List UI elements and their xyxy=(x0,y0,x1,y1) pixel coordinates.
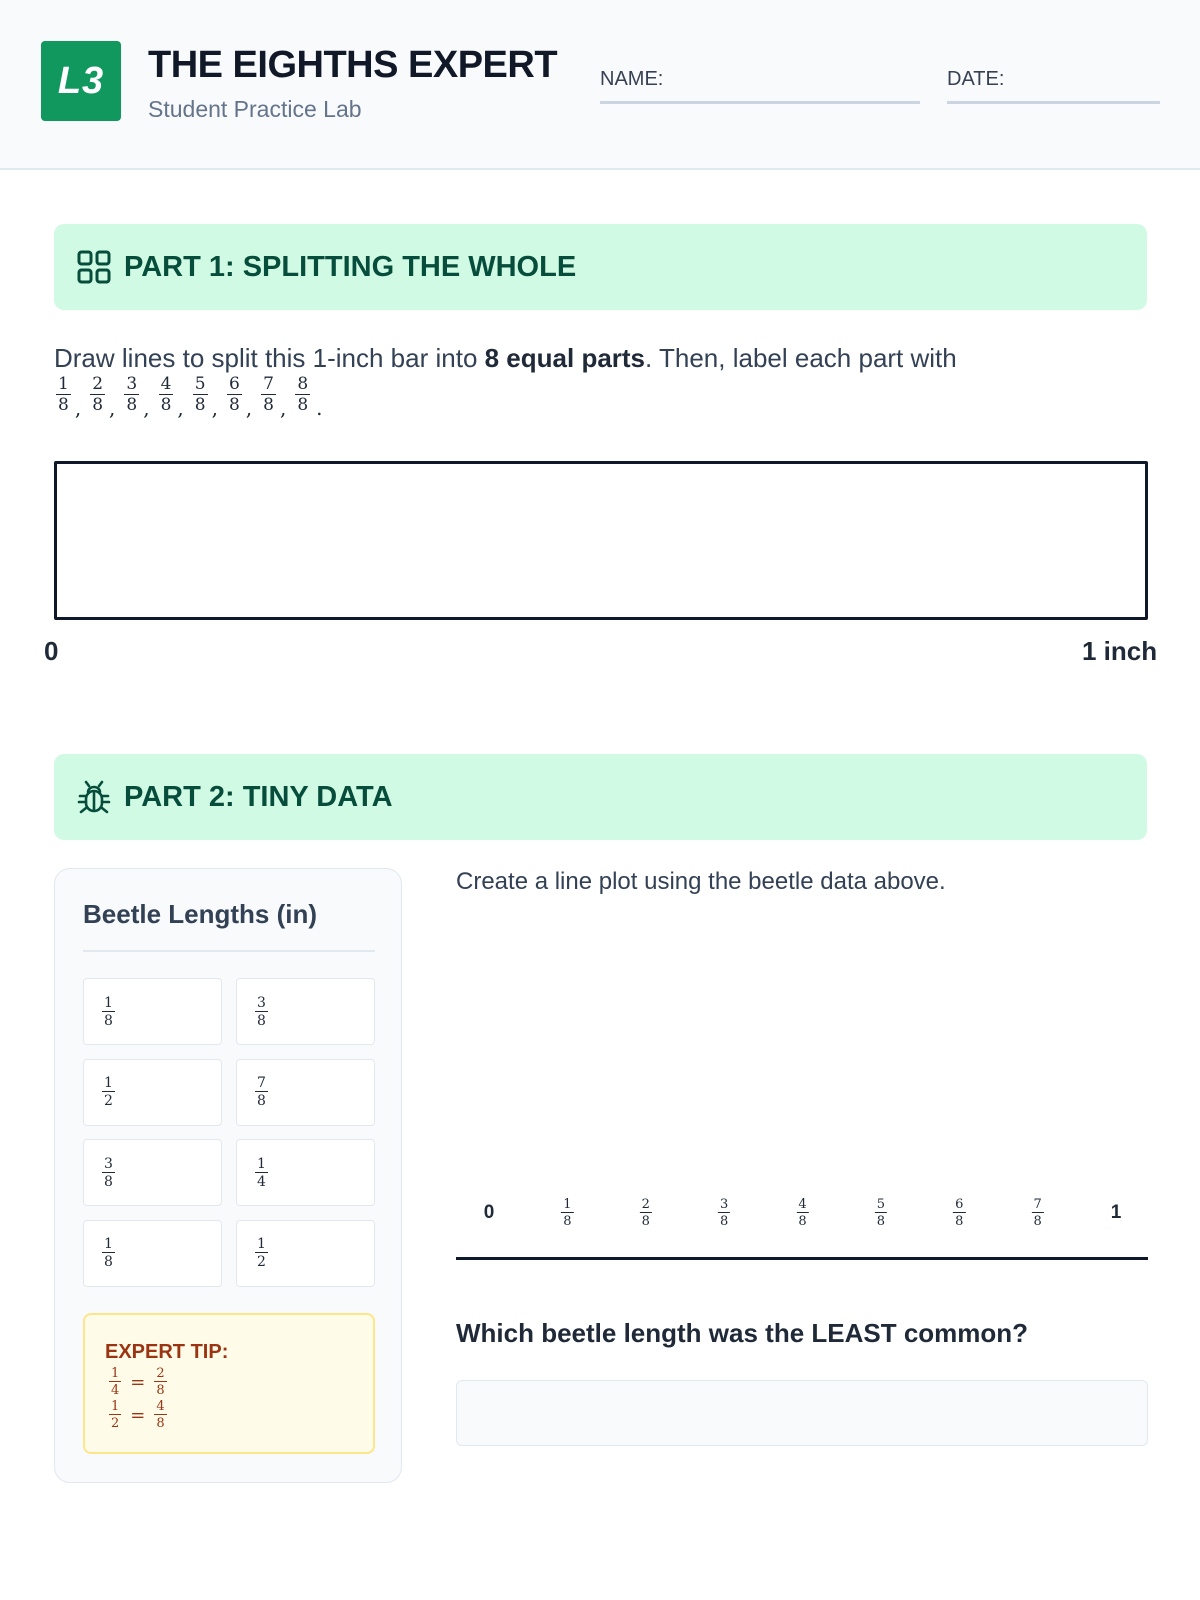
separator: , xyxy=(211,396,218,420)
beetle-length-value: 1 8 xyxy=(104,994,113,1029)
label-fraction: 4 8 xyxy=(160,374,172,415)
separator: , xyxy=(109,396,116,420)
part2-banner xyxy=(54,754,1147,840)
divider xyxy=(83,950,375,952)
label-fraction: 8 8 xyxy=(297,374,309,415)
beetle-data-card xyxy=(54,868,402,1483)
beetle-length-value: 1 4 xyxy=(257,1155,266,1190)
plot-tick-label xyxy=(718,1198,730,1228)
beetle-length-cell xyxy=(236,978,375,1045)
number-line xyxy=(456,1257,1148,1260)
plot-tick-label xyxy=(561,1198,573,1228)
beetle-length-value: 7 8 xyxy=(257,1075,266,1109)
plot-tick-fraction: 6 8 xyxy=(955,1197,964,1229)
date-field[interactable] xyxy=(947,68,1160,104)
beetle-table-title: Beetle Lengths (in) xyxy=(83,899,318,929)
tip-fraction: $\frac{4}{8}$ xyxy=(156,1399,165,1431)
label-fraction: 5 8 xyxy=(194,374,206,415)
plot-tick-fraction: 4 8 xyxy=(798,1197,807,1229)
expert-tip xyxy=(83,1313,375,1454)
beetle-length-cell xyxy=(236,1059,375,1126)
beetle-length-cell xyxy=(83,1220,222,1287)
plot-tick-end: 1 xyxy=(1110,1202,1122,1223)
level-logo: L3 xyxy=(41,41,121,121)
plot-tick-fraction: 7 8 xyxy=(1033,1197,1042,1229)
plot-tick-fraction: 3 8 xyxy=(719,1197,729,1229)
equals-sign: = xyxy=(130,1404,146,1426)
name-field[interactable] xyxy=(600,68,920,104)
beetle-length-value: 1 8 xyxy=(104,1236,113,1270)
date-label: DATE: xyxy=(947,68,1005,90)
tip-fraction: $\frac{1}{2}$ xyxy=(111,1399,120,1431)
label-fraction: 2 8 xyxy=(92,374,104,415)
drawing-bar[interactable] xyxy=(54,461,1148,620)
tip-label: EXPERT TIP: xyxy=(105,1341,229,1363)
plot-tick-label xyxy=(796,1198,808,1228)
equals-sign: = xyxy=(130,1371,146,1393)
name-label: NAME: xyxy=(600,68,664,90)
separator: , xyxy=(143,396,150,420)
plot-instructions: Create a line plot using the beetle data above. xyxy=(456,868,946,895)
bar-start-label: 0 xyxy=(44,636,59,666)
beetle-length-value: 1 2 xyxy=(257,1236,266,1270)
tip-equation xyxy=(109,1400,167,1430)
page-title: THE EIGHTHS EXPERT xyxy=(148,44,558,86)
beetle-length-cell xyxy=(236,1220,375,1287)
bug-icon xyxy=(74,777,114,817)
plot-tick-label xyxy=(953,1198,965,1228)
part1-banner xyxy=(54,224,1147,310)
plot-tick-start: 0 xyxy=(483,1202,495,1223)
separator: . xyxy=(316,396,323,420)
plot-tick-fraction: 2 8 xyxy=(641,1197,650,1229)
label-fraction: 7 8 xyxy=(263,374,274,415)
part1-instructions: Draw lines to split this 1-inch bar into 8 equal parts. Then, label each part with xyxy=(54,343,957,373)
beetle-length-value: 3 8 xyxy=(104,1155,113,1190)
least-common-question: Which beetle length was the LEAST common? xyxy=(456,1318,1029,1348)
separator: , xyxy=(74,396,82,420)
beetle-length-cell xyxy=(83,978,222,1045)
bar-end-label: 1 inch xyxy=(1082,636,1158,666)
beetle-length-cell xyxy=(236,1139,375,1206)
tip-equation xyxy=(109,1367,167,1397)
beetle-length-cell xyxy=(83,1139,222,1206)
tip-fraction: $\frac{2}{8}$ xyxy=(156,1366,165,1398)
line-plot[interactable] xyxy=(456,1180,1148,1262)
part1-title: PART 1: SPLITTING THE WHOLE xyxy=(124,250,577,283)
beetle-length-value: 3 8 xyxy=(257,994,266,1029)
page-subtitle: Student Practice Lab xyxy=(148,96,362,122)
tip-fraction: $\frac{1}{4}$ xyxy=(111,1366,120,1398)
beetle-length-value: 1 2 xyxy=(104,1075,113,1109)
plot-tick-fraction: 5 8 xyxy=(876,1197,886,1229)
beetle-length-cell xyxy=(83,1059,222,1126)
separator: , xyxy=(245,396,253,420)
label-fraction: 1 8 xyxy=(58,374,69,415)
label-fraction-list xyxy=(56,376,332,420)
plot-tick-fraction: 1 8 xyxy=(563,1197,572,1229)
separator: , xyxy=(279,396,287,420)
plot-tick-label xyxy=(1031,1198,1043,1228)
label-fraction: 6 8 xyxy=(228,374,240,415)
label-fraction: 3 8 xyxy=(126,374,138,415)
grid-icon xyxy=(74,247,114,287)
separator: , xyxy=(177,396,184,420)
plot-tick-label xyxy=(640,1198,652,1228)
page-header xyxy=(0,0,1200,170)
plot-tick-label xyxy=(875,1198,887,1228)
part2-title: PART 2: TINY DATA xyxy=(124,780,393,813)
answer-box[interactable] xyxy=(456,1380,1148,1446)
